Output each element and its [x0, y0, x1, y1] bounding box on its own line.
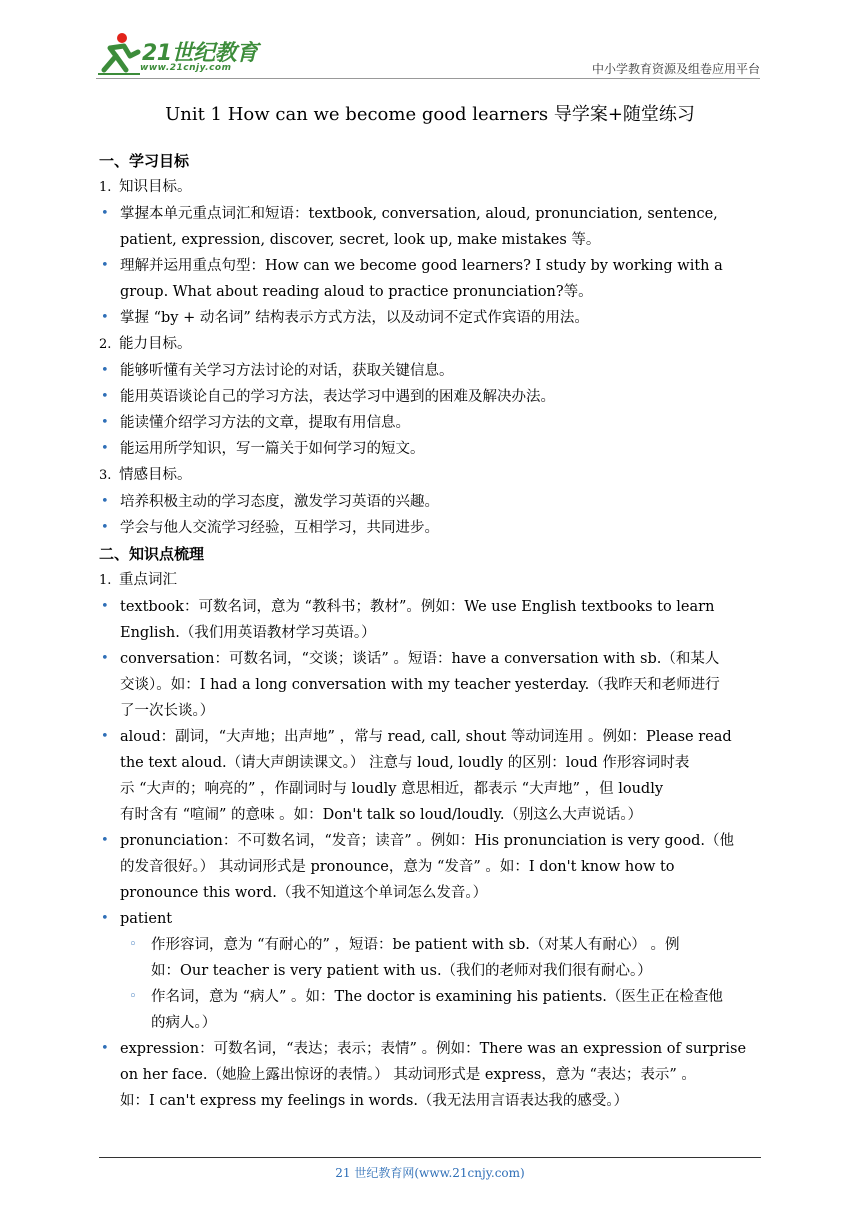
bullet-item [99, 358, 763, 384]
bullet-continuation [99, 880, 763, 906]
bullet-item [99, 594, 763, 620]
bullet-item [99, 724, 763, 750]
numbered-item [99, 462, 763, 489]
line-text: 培养积极主动的学习态度，激发学习英语的兴趣。 [120, 494, 439, 510]
line-text: expression：可数名词，“表达；表示；表情” 。例如：There was an expression of surprise [120, 1041, 747, 1057]
line-text: 能用英语谈论自己的学习方法，表达学习中遇到的困难及解决办法。 [120, 389, 555, 405]
bullet-item [99, 646, 763, 672]
footer-divider [99, 1157, 761, 1158]
line-text: aloud：副词，“大声地；出声地” ，常与 read, call, shout 等动词连用 。例如：Please read [120, 729, 732, 745]
bullet-continuation [99, 227, 763, 253]
document-body [99, 148, 763, 1114]
bullet-item [99, 906, 763, 932]
numbered-item [99, 174, 763, 201]
line-text: 的病人。） [151, 1015, 217, 1031]
bullet-item [99, 436, 763, 462]
bullet-item [99, 305, 763, 331]
bullet-continuation [99, 750, 763, 776]
item-number: 2. [99, 337, 112, 352]
bullet-item [99, 515, 763, 541]
sub-bullet-item [99, 984, 763, 1010]
line-text: 交谈）。如：I had a long conversation with my teacher yesterday.（我昨天和老师进行 [120, 677, 720, 693]
line-text: 掌握 “by + 动名词” 结构表示方式方法，以及动词不定式作宾语的用法。 [120, 310, 589, 326]
line-text: conversation：可数名词，“交谈；谈话” 。短语：have a conversation with sb.（和某人 [120, 651, 720, 667]
bullet-continuation [99, 802, 763, 828]
runner-logo-icon [96, 30, 142, 76]
line-text: 的发音很好。） 其动词形式是 pronounce，意为 “发音” 。如：I don't know how to [120, 859, 675, 875]
bullet-continuation [99, 854, 763, 880]
line-text: patient [120, 911, 173, 927]
item-number: 1. [99, 573, 112, 588]
bullet-continuation [99, 1088, 763, 1114]
line-text: 能力目标。 [119, 336, 192, 352]
section-heading [99, 148, 763, 174]
page-footer: 21 世纪教育网(www.21cnjy.com) [335, 1166, 525, 1180]
bullet-item [99, 828, 763, 854]
bullet-continuation [99, 620, 763, 646]
line-text: 能够听懂有关学习方法讨论的对话，获取关键信息。 [120, 363, 454, 379]
logo-text: 21世纪教育 [142, 41, 258, 66]
line-text: 作形容词，意为 “有耐心的” ，短语：be patient with sb.（对某人有耐心） 。例 [151, 937, 680, 953]
numbered-item [99, 567, 763, 594]
line-text: 如：I can't express my feelings in words.（我无法用言语表达我的感受。） [120, 1093, 629, 1109]
line-text: 有时含有 “喧闹” 的意味 。如：Don't talk so loud/loudly.（别这么大声说话。） [120, 807, 643, 823]
bullet-item [99, 410, 763, 436]
sub-bullet-continuation [99, 1010, 763, 1036]
line-text: 如：Our teacher is very patient with us.（我们的老师对我们很有耐心。） [151, 963, 652, 979]
line-text: 二、知识点梳理 [99, 545, 205, 563]
line-text: 一、学习目标 [99, 152, 190, 170]
line-text: pronunciation：不可数名词，“发音；读音” 。例如：His pronunciation is very good.（他 [120, 833, 734, 849]
bullet-continuation [99, 279, 763, 305]
line-text: 能读懂介绍学习方法的文章，提取有用信息。 [120, 415, 410, 431]
document-title: Unit 1 How can we become good learners 导学案+随堂练习 [165, 104, 695, 125]
line-text: English.（我们用英语教材学习英语。） [120, 625, 376, 641]
line-text: pronounce this word.（我不知道这个单词怎么发音。） [120, 885, 488, 901]
line-text: 情感目标。 [119, 467, 192, 483]
line-text: 示 “大声的；响亮的” ，作副词时与 loudly 意思相近，都表示 “大声地” ，但 loudly [120, 781, 664, 797]
bullet-item [99, 1036, 763, 1062]
numbered-item [99, 331, 763, 358]
bullet-item [99, 489, 763, 515]
bullet-item [99, 384, 763, 410]
platform-label: 中小学教育资源及组卷应用平台 [591, 62, 760, 76]
sub-bullet-item [99, 932, 763, 958]
item-number: 1. [99, 180, 112, 195]
line-text: group. What about reading aloud to practice pronunciation?等。 [120, 284, 593, 300]
sub-bullet-continuation [99, 958, 763, 984]
line-text: 能运用所学知识，写一篇关于如何学习的短文。 [120, 441, 425, 457]
bullet-item [99, 201, 763, 227]
line-text: 学会与他人交流学习经验，互相学习，共同进步。 [120, 520, 439, 536]
bullet-continuation [99, 672, 763, 698]
line-text: 重点词汇 [119, 572, 177, 588]
bullet-continuation [99, 776, 763, 802]
logo [96, 30, 266, 80]
line-text: on her face.（她脸上露出惊讶的表情。） 其动词形式是 express，意为 “表达；表示” 。 [120, 1067, 696, 1083]
line-text: 理解并运用重点句型：How can we become good learners? I study by working with a [120, 258, 723, 274]
line-text: patient, expression, discover, secret, look up, make mistakes 等。 [120, 232, 601, 248]
bullet-continuation [99, 1062, 763, 1088]
logo-url: www.21cnjy.com [140, 63, 232, 73]
line-text: 掌握本单元重点词汇和短语：textbook, conversation, aloud, pronunciation, sentence, [120, 206, 718, 222]
page-header [96, 30, 760, 80]
line-text: the text aloud.（请大声朗读课文。） 注意与 loud, loudly 的区别：loud 作形容词时表 [120, 755, 690, 771]
header-divider [96, 78, 760, 79]
item-number: 3. [99, 468, 112, 483]
bullet-item [99, 253, 763, 279]
line-text: 了一次长谈。） [120, 703, 215, 719]
line-text: textbook：可数名词，意为 “教科书；教材”。例如：We use English textbooks to learn [120, 599, 715, 615]
line-text: 知识目标。 [119, 179, 192, 195]
bullet-continuation [99, 698, 763, 724]
section-heading [99, 541, 763, 567]
line-text: 作名词，意为 “病人” 。如：The doctor is examining his patients.（医生正在检查他 [151, 989, 723, 1005]
